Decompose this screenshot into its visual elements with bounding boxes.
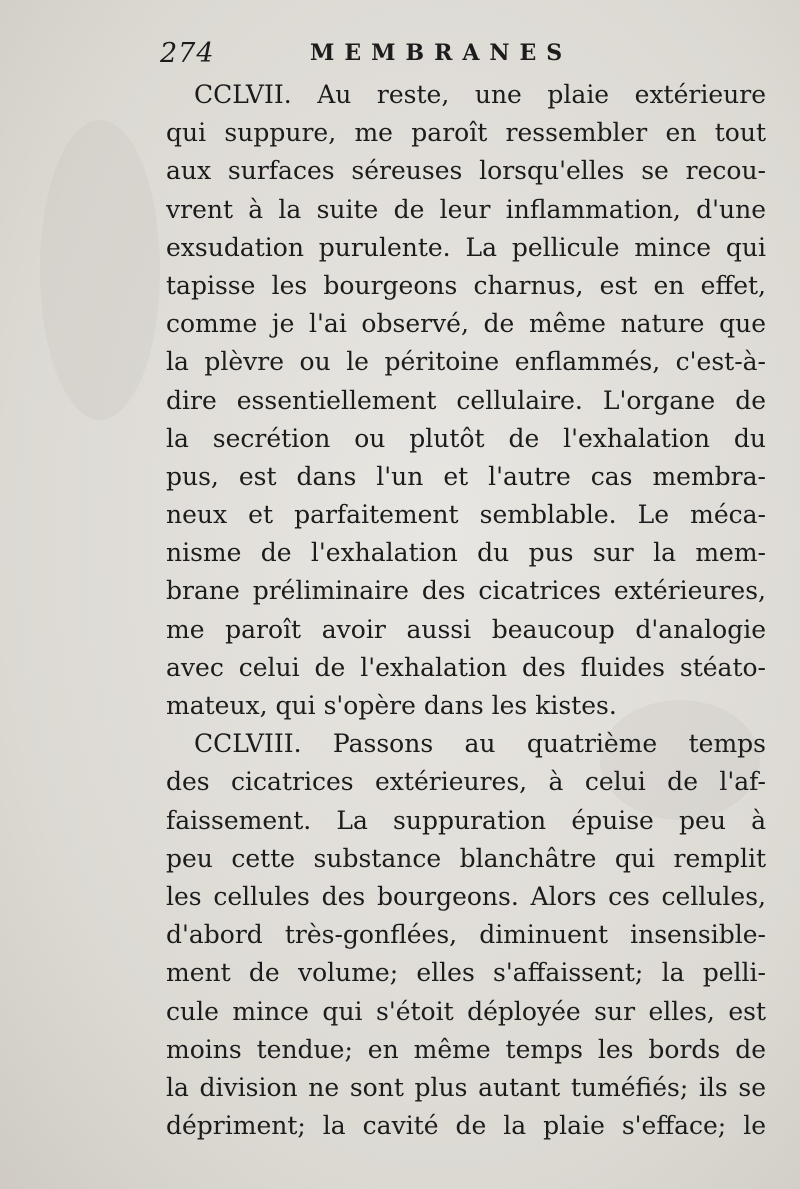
text-line: les cellules des bourgeons. Alors ces cellules, [166, 881, 766, 911]
text-line: qui suppure, me paroît ressembler en tout [166, 118, 766, 148]
text-line: la secrétion ou plutôt de l'exhalation du [166, 423, 766, 453]
text-line: exsudation purulente. La pellicule mince qui [166, 232, 766, 262]
text-line: nisme de l'exhalation du pus sur la mem- [166, 538, 766, 568]
text-line: faissement. La suppuration épuise peu à [166, 805, 766, 835]
text-line: d'abord très-gonflées, diminuent insensible- [166, 920, 766, 950]
page-number: 274 [160, 38, 215, 69]
page-header [160, 36, 620, 70]
text-line: pus, est dans l'un et l'autre cas membra- [166, 461, 766, 491]
text-line: des cicatrices extérieures, à celui de l'af- [166, 767, 766, 797]
text-line: brane préliminaire des cicatrices extérieures, [166, 576, 766, 606]
text-line: CCLVIII. Passons au quatrième temps [194, 729, 766, 759]
text-line: tapisse les bourgeons charnus, est en effet, [166, 270, 766, 300]
text-line: comme je l'ai observé, de même nature que [166, 309, 766, 339]
text-line: la plèvre ou le péritoine enflammés, c'est-à- [166, 347, 766, 377]
text-line: moins tendue; en même temps les bords de [166, 1034, 766, 1064]
text-line: ment de volume; elles s'affaissent; la pelli- [166, 958, 766, 988]
text-line: cule mince qui s'étoit déployée sur elles, est [166, 996, 766, 1026]
text-line: vrent à la suite de leur inflammation, d'une [166, 194, 766, 224]
text-line: neux et parfaitement semblable. Le méca- [166, 500, 766, 530]
text-line: peu cette substance blanchâtre qui remplit [166, 843, 766, 873]
text-line: me paroît avoir aussi beaucoup d'analogie [166, 614, 766, 644]
body-text [166, 76, 766, 1145]
text-line: avec celui de l'exhalation des fluides stéato- [166, 652, 766, 682]
text-line: mateux, qui s'opère dans les kistes. [166, 691, 617, 720]
paper-stain [40, 120, 160, 420]
text-line: dépriment; la cavité de la plaie s'efface; le [166, 1111, 766, 1141]
text-line: aux surfaces séreuses lorsqu'elles se recou- [166, 156, 766, 186]
text-line: CCLVII. Au reste, une plaie extérieure [194, 80, 766, 109]
text-line: dire essentiellement cellulaire. L'organe de [166, 385, 766, 415]
running-head: MEMBRANES [310, 40, 573, 66]
text-line: la division ne sont plus autant tuméfiés; ils se [166, 1072, 766, 1102]
